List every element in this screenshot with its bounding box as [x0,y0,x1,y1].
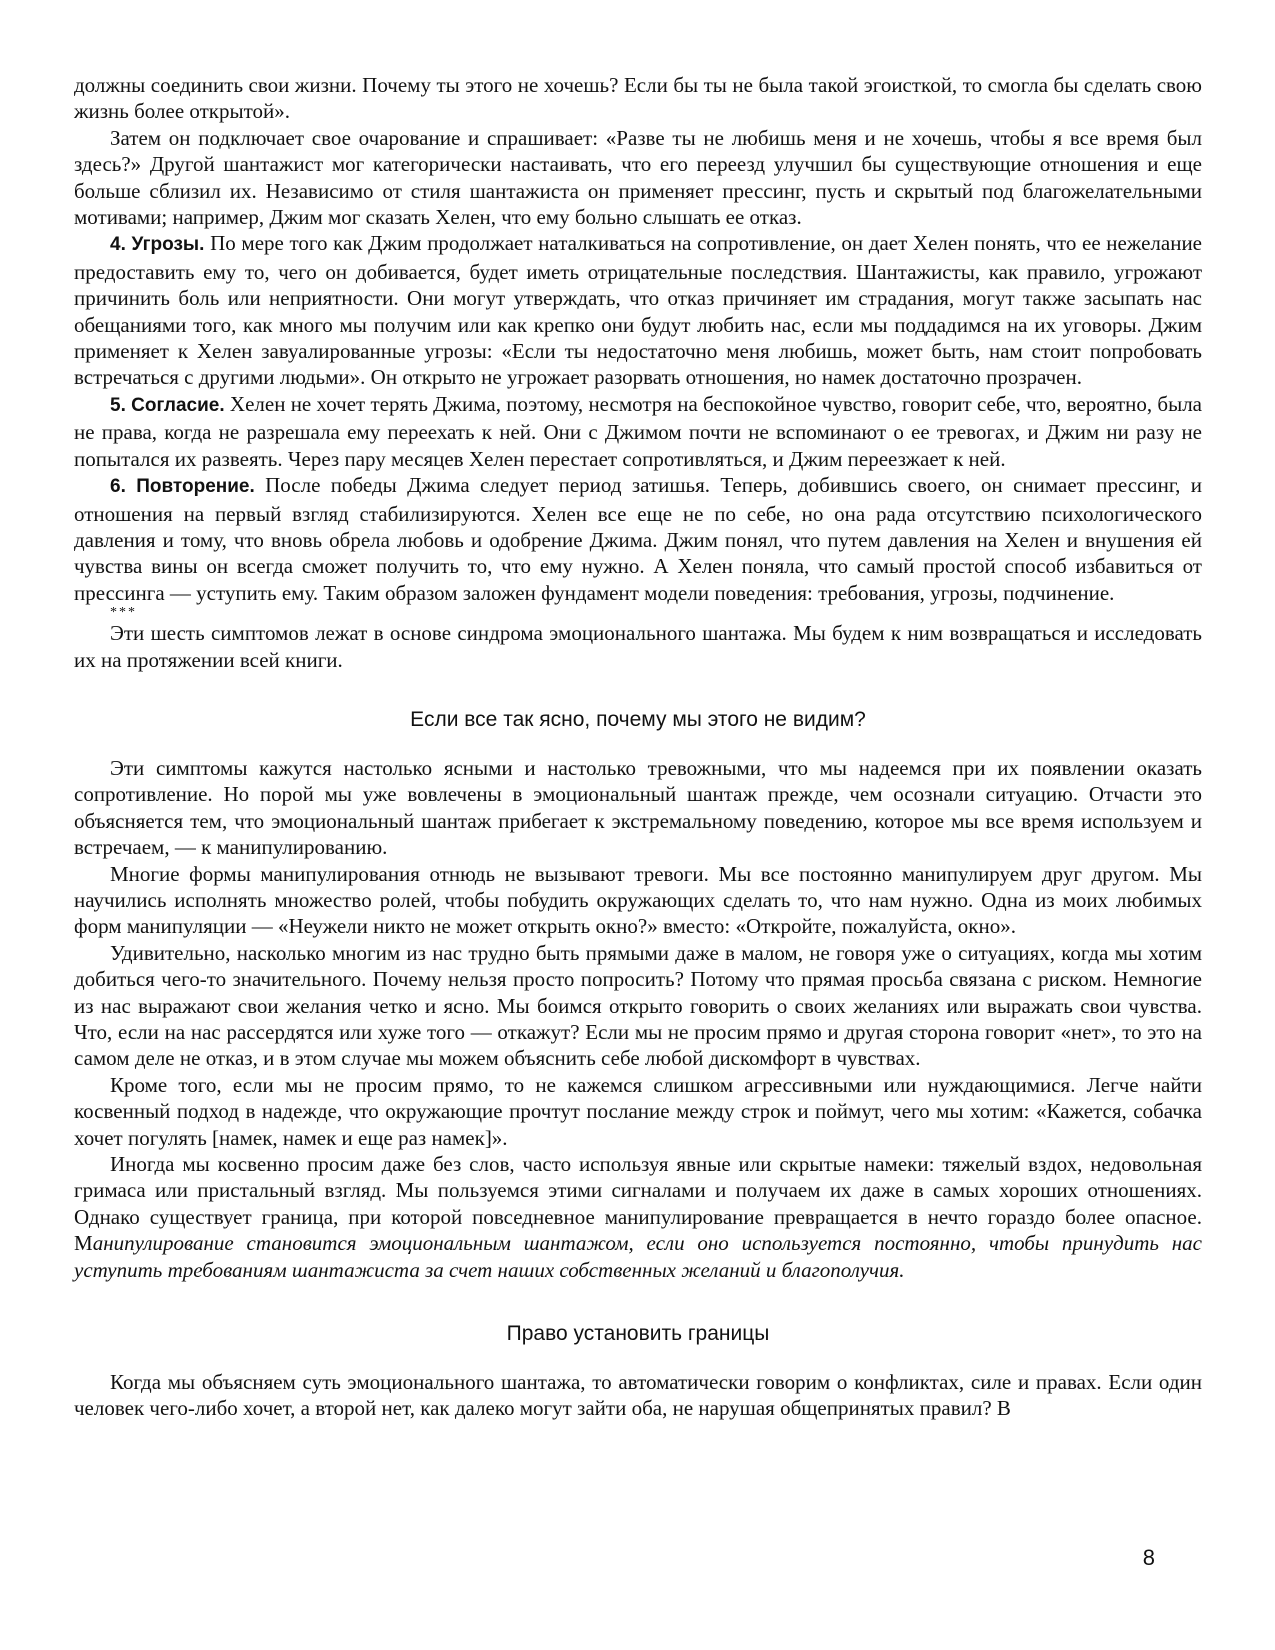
paragraph-definition [74,1151,1202,1283]
paragraph-text: Хелен не хочет терять Джима, поэтому, несмотря на беспокойное чувство, говорит себе, что, вероятно, была не права, когда не разрешала ему переехать к ней. Они с Джимом почти не вспоминают о ее тревогах, и Джим ни разу не попытался их развеять. Через пару месяцев Хелен перестает сопротивляться, и Джим переезжает к ней. [74,391,1202,471]
paragraph: Эти шесть симптомов лежат в основе синдрома эмоционального шантажа. Мы будем к ним возвращаться и исследовать их на протяжении всей книги. [74,621,1202,672]
term-threats: 4. Угрозы. [110,234,205,256]
definition-italic: анипулирование становится эмоциональным шантажом, если оно используется постоянно, чтобы принудить нас уступить требованиям шантажиста за счет наших собственных желаний и благополучия. [74,1231,1202,1282]
page-number: 8 [1142,1545,1155,1570]
term-repetition: 6. Повторение. [110,476,255,498]
paragraph-consent [74,391,1202,472]
paragraph: Кроме того, если мы не просим прямо, то не кажемся слишком агрессивными или нуждающимися. Легче найти косвенный подход в надежде, что окружающие прочтут послание между строк и поймут, чего мы хотим: «Кажется, собачка хочет погулять [намек, намек и еще раз намек]». [74,1072,1202,1150]
paragraph-threats [74,230,1202,390]
term-consent: 5. Согласие. [110,394,225,416]
paragraph-repetition [74,472,1202,606]
section-separator: *** [110,605,137,621]
section-heading: Право установить границы [506,1322,770,1346]
paragraph: Эти симптомы кажутся настолько ясными и настолько тревожными, что мы надеемся при их появлении оказать сопротивление. Но порой мы уже вовлечены в эмоциональный шантаж прежде, чем осознали ситуацию. Отчасти это объясняется тем, что эмоциональный шантаж прибегает к экстремальному поведению, которое мы все время используем и встречаем, — к манипулированию. [74,755,1202,860]
paragraph: Затем он подключает свое очарование и спрашивает: «Разве ты не любишь меня и не хочешь, чтобы я все время был здесь?» Другой шантажист мог категорически настаивать, что его переезд улучшил бы существующие отношения и еще больше сблизил их. Независимо от стиля шантажиста он применяет прессинг, пусть и скрытый под благожелательными мотивами; например, Джим мог сказать Хелен, что ему больно слышать ее отказ. [74,125,1202,230]
paragraph: Многие формы манипулирования отнюдь не вызывают тревоги. Мы все постоянно манипулируем друг другом. Мы научились исполнять множество ролей, чтобы побудить окружающих сделать то, что нам нужно. Одна из моих любимых форм манипуляции — «Неужели никто не может открыть окно?» вместо: «Откройте, пожалуйста, окно». [74,861,1202,939]
document-page [74,72,1202,1422]
paragraph: Удивительно, насколько многим из нас трудно быть прямыми даже в малом, не говоря уже о ситуациях, когда мы хотим добиться чего-то значительного. Почему нельзя просто попросить? Потому что прямая просьба связана с риском. Немногие из нас выражают свои желания четко и ясно. Мы боимся открыто говорить о своих желаниях или выражать свои чувства. Что, если на нас рассердятся или хуже того — откажут? Если мы не просим прямо и другая сторона говорит «нет», то это на самом деле не отказ, и в этом случае мы можем объяснить себе любой дискомфорт в чувствах. [74,940,1202,1071]
section-heading: Если все так ясно, почему мы этого не видим? [410,707,866,731]
paragraph: Когда мы объясняем суть эмоционального шантажа, то автоматически говорим о конфликтах, силе и правах. Если один человек чего-либо хочет, а второй нет, как далеко могут зайти оба, не нарушая общепринятых правил? В [74,1370,1202,1421]
paragraph-text: По мере того как Джим продолжает наталкиваться на сопротивление, он дает Хелен понять, что ее нежелание предоставить ему то, чего он добивается, будет иметь отрицательные последствия. Шантажисты, как правило, угрожают причинить боль или неприятности. Они могут утверждать, что отказ причиняет им страдания, могут также засыпать нас обещаниями того, как много мы получим или как крепко они будут любить нас, если мы поддадимся на их уговоры. Джим применяет к Хелен завуалированные угрозы: «Если ты недостаточно меня любишь, может быть, нам стоит попробовать встречаться с другими людьми». Он открыто не угрожает разорвать отношения, но намек достаточно прозрачен. [74,231,1202,390]
paragraph-text: Иногда мы косвенно просим даже без слов, часто используя явные или скрытые намеки: тяжелый вздох, недовольная гримаса или пристальный взгляд. Мы пользуемся этими сигналами и получаем их даже в самых хороших отношениях. Однако существует граница, при которой повседневное манипулирование превращается в нечто гораздо более опасное. М [74,1152,1202,1256]
paragraph: должны соединить свои жизни. Почему ты этого не хочешь? Если бы ты не была такой эгоисткой, то смогла бы сделать свою жизнь более открытой». [74,73,1202,124]
paragraph-text: После победы Джима следует период затишья. Теперь, добившись своего, он снимает прессинг, и отношения на первый взгляд стабилизируются. Хелен все еще не по себе, но она рада отсутствию психологического давления и тому, что вновь обрела любовь и одобрение Джима. Джим понял, что путем давления на Хелен и внушения ей чувства вины он всегда сможет получить то, что ему нужно. А Хелен поняла, что самый простой способ избавиться от прессинга — уступить ему. Таким образом заложен фундамент модели поведения: требования, угрозы, подчинение. [74,473,1202,605]
